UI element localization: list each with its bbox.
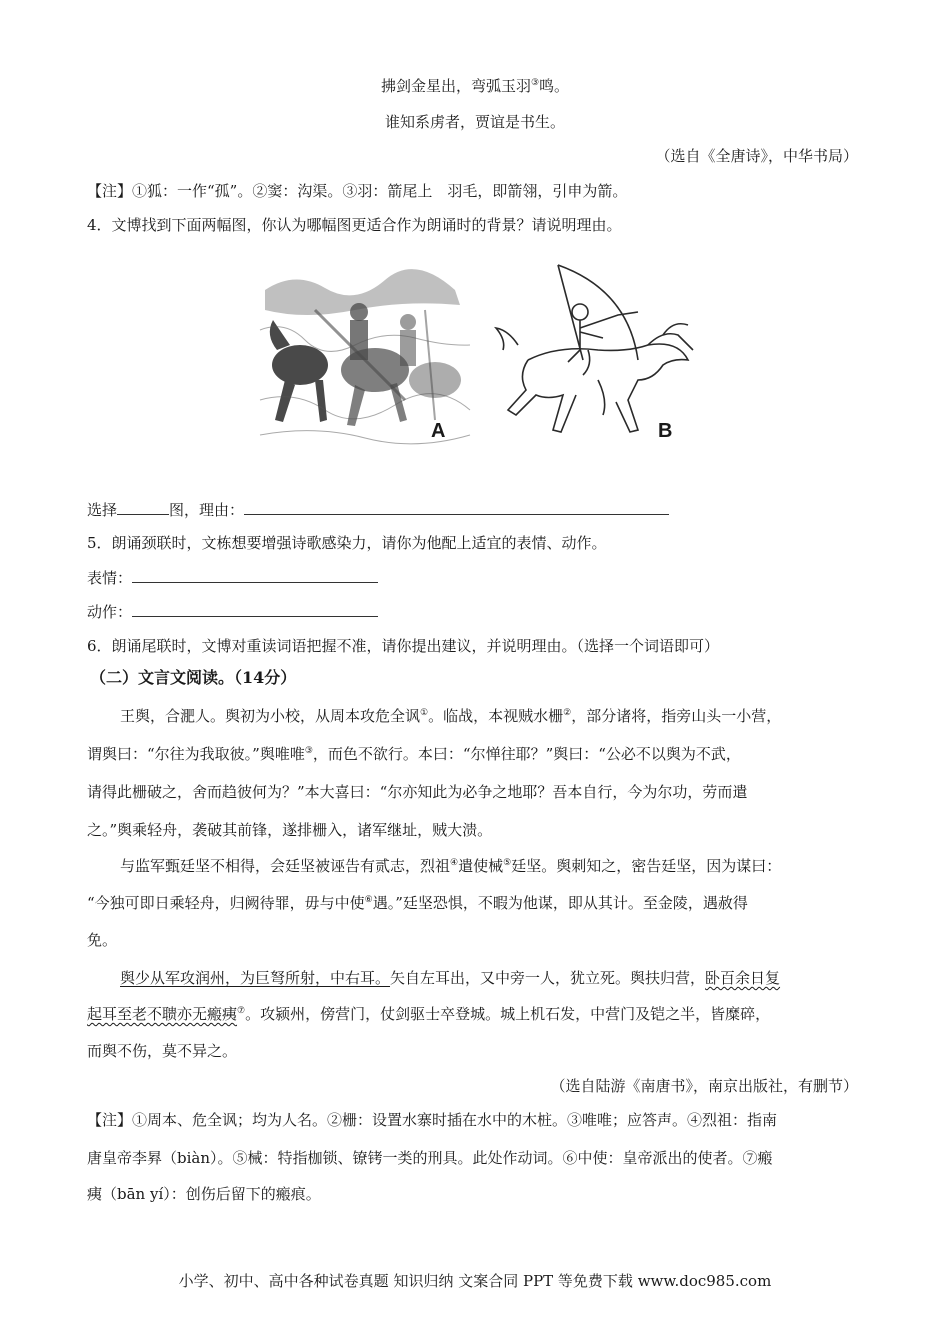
passage-p3-line2 xyxy=(87,1004,770,1024)
text-span: “今独可即日乘轻舟，归阙待罪，毋与中使 xyxy=(87,894,365,912)
poem-line-1 xyxy=(0,76,950,96)
answer-mid: 图，理由： xyxy=(169,501,245,519)
text-span: 矢自左耳出，又中旁一人，犹立死。舆扶归营， xyxy=(390,969,706,987)
underlined-sentence: 舆少从军攻润州，为巨弩所射，中右耳。 xyxy=(120,969,391,987)
note-marker: ② xyxy=(563,708,572,718)
passage-p2-line2 xyxy=(87,893,748,913)
note-marker: ③ xyxy=(304,746,313,756)
text-span: 王舆，合淝人。舆初为小校，从周本攻危全讽 xyxy=(120,707,421,725)
note-marker: ⑤ xyxy=(503,858,512,868)
note-marker: ⑦ xyxy=(237,1006,246,1016)
label-a: A xyxy=(431,420,446,442)
text-span: ，而色不欲行。本曰：“尔惮往耶？”舆曰：“公必不以舆为不武， xyxy=(312,745,741,763)
text-span: 遣使械 xyxy=(458,857,504,875)
note-marker: ⑥ xyxy=(364,895,373,905)
q5-expression-line xyxy=(87,568,378,588)
note-marker: ④ xyxy=(450,858,459,868)
question-5: 5．朗诵颈联时，文栋想要增强诗歌感染力，请你为他配上适宜的表情、动作。 xyxy=(87,534,607,552)
text-span: 。临战，本视贼水栅 xyxy=(428,707,564,725)
passage-note-line3: 痍（bān yí）：创伤后留下的瘢痕。 xyxy=(87,1185,321,1203)
text-span: 廷坚。舆刺知之，密告廷坚，因为谋曰： xyxy=(511,857,782,875)
note-marker: ③ xyxy=(530,78,540,88)
passage-source: （选自陆游《南唐书》，南京出版社，有删节） xyxy=(550,1077,858,1095)
question-4: 4．文博找到下面两幅图，你认为哪幅图更适合作为朗诵时的背景？请说明理由。 xyxy=(87,216,622,234)
passage-p1-line4: 之。”舆乘轻舟，袭破其前锋，遂排栅入，诸军继址，贼大溃。 xyxy=(87,821,493,839)
reason-blank[interactable] xyxy=(244,500,669,515)
poem-note: 【注】①狐：一作“孤”。②窦：沟渠。③羽：箭尾上 羽毛，即箭翎，引申为箭。 xyxy=(87,182,628,200)
action-blank[interactable] xyxy=(132,602,378,617)
label-b: B xyxy=(658,420,673,442)
passage-p2-line1 xyxy=(120,856,781,876)
action-label: 动作： xyxy=(87,603,133,621)
passage-note-line1: 【注】①周本、危全讽；均为人名。②栅：设置水寨时插在水中的木桩。③唯唯；应答声。④烈祖：指南 xyxy=(87,1111,778,1129)
section-title: （二）文言文阅读。（14分） xyxy=(90,668,297,687)
q5-action-line xyxy=(87,602,378,622)
q4-answer-line xyxy=(87,500,669,520)
passage-p1-line1 xyxy=(120,706,781,726)
expression-blank[interactable] xyxy=(132,568,378,583)
passage-p3-line1 xyxy=(120,968,780,988)
poem-line-2: 谁知系虏者，贾谊是书生。 xyxy=(384,113,565,131)
illustration-a xyxy=(255,250,475,450)
passage-p3-line3: 而舆不伤，莫不异之。 xyxy=(87,1042,238,1060)
passage-p1-line3: 请得此栅破之，舍而趋彼何为？”本大喜曰：“尔亦知此为必争之地耶？吾本自行，今为尔功，劳而遣 xyxy=(87,783,748,801)
answer-prefix: 选择 xyxy=(87,501,118,519)
question-6: 6．朗诵尾联时，文博对重读词语把握不准，请你提出建议，并说明理由。（选择一个词语即可） xyxy=(87,637,720,655)
note-marker: ① xyxy=(420,708,429,718)
passage-p1-line2 xyxy=(87,744,741,764)
text-span: ，部分诸将，指旁山头一小营， xyxy=(571,707,782,725)
choice-blank[interactable] xyxy=(117,500,169,515)
text-span: 与监军甄廷坚不相得，会廷坚被诬告有贰志，烈祖 xyxy=(120,857,451,875)
passage-p2-line3: 免。 xyxy=(87,931,118,949)
wavy-underlined-sentence: 卧百余日复 xyxy=(705,969,781,987)
wavy-underlined-sentence: 起耳至老不聩亦无瘢痍 xyxy=(87,1005,238,1023)
page-footer: 小学、初中、高中各种试卷真题 知识归纳 文案合同 PPT 等免费下载 www.doc985.com xyxy=(178,1272,772,1290)
poem-line-1-text: 拂剑金星出，弯弧玉羽 xyxy=(380,77,531,95)
text-span: 遇。”廷坚恐惧，不暇为他谋，即从其计。至金陵，遇赦得 xyxy=(372,894,748,912)
illustration-b xyxy=(488,250,698,450)
passage-note-line2: 唐皇帝李昪（biàn）。⑤械：特指枷锁、镣铐一类的刑具。此处作动词。⑥中使：皇帝派出的使者。⑦瘢 xyxy=(87,1149,773,1167)
expression-label: 表情： xyxy=(87,569,133,587)
poem-line-1-end: 鸣。 xyxy=(539,77,570,95)
text-span: 谓舆曰：“尔往为我取彼。”舆唯唯 xyxy=(87,745,305,763)
text-span: 。攻颍州，傍营门，仗剑驱士卒登城。城上机石发，中营门及铠之半，皆糜碎， xyxy=(245,1005,771,1023)
poem-source: （选自《全唐诗》，中华书局） xyxy=(655,147,858,165)
